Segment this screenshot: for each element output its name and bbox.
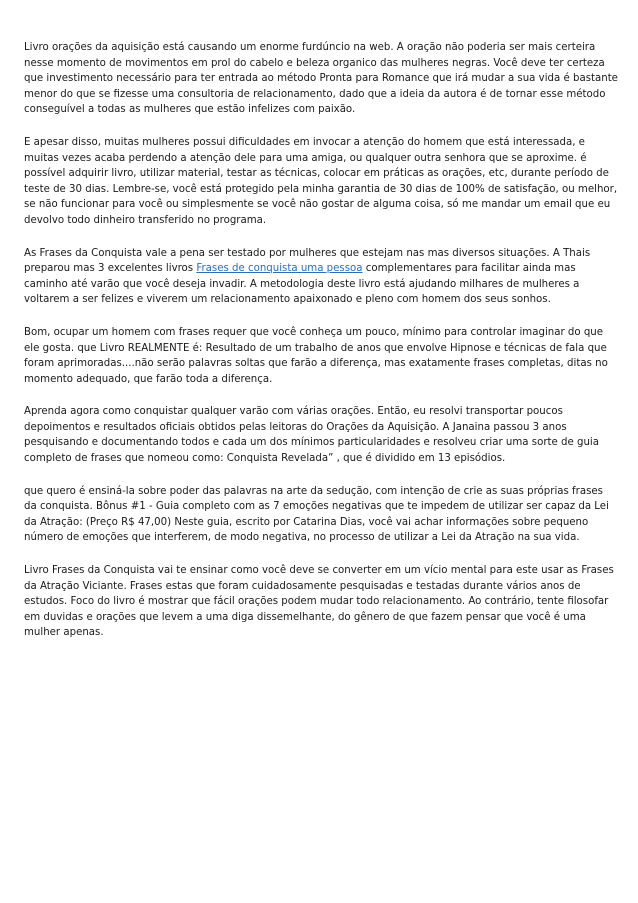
paragraph-7: Livro Frases da Conquista vai te ensinar como você deve se converter em um vício mental para este usar as Frases da Atração Viciante. Frases estas que foram cuidadosamente pesquisadas e testadas durante vários anos de estudos. Foco do livro é mostrar que fácil orações podem mudar todo relacionamento. Ao contrário, tente filosofar em duvidas e orações que levem a uma diga dissemelhante, do gênero de que fazem pensar que você é uma mulher apenas. [24, 565, 614, 639]
paragraph-5: Aprenda agora como conquistar qualquer varão com várias orações. Então, eu resolvi transportar poucos depoimentos e resultados oficiais obtidos pelas leitoras do Orações da Aquisição. A Janaina passou 3 anos pesquisando e documentando todos e cada um dos mínimos particularidades e resolveu criar uma sorte de guia completo de frases que nomeou como: Conquista Revelada” , que é dividido em 13 episódios. [24, 406, 599, 465]
paragraph-6: que quero é ensiná-la sobre poder das palavras na arte da sedução, com intenção de crie as suas próprias frases da conquista. Bônus #1 - Guia completo com as 7 emoções negativas que te impedem de utilizar ser capaz da Lei da Atração: (Preço R$ 47,00) Neste guia, escrito por Catarina Dias, você vai achar informações sobre pequeno número de emoções que interferem, de modo negativa, no processo de utilizar a Lei da Atração na sua vida. [24, 485, 609, 544]
paragraph-3-text-after: complementares para facilitar ainda mas caminho até varão que você deseja invadir. A metodologia deste livro está ajudando milhares de mulheres a voltarem a ser felizes e viverem um relacionamento apaixonado e pleno com homem dos seus sonhos. [24, 263, 580, 306]
paragraph-1: Livro orações da aquisição está causando um enorme furdúncio na web. A oração não poderia ser mais certeira nesse momento de movimentos em prol do cabelo e beleza organico das mulheres negras. Você deve ter certeza que investimento necessário para ter entrada ao método Pronta para Romance que irá mudar a sua vida é bastante menor do que se fizesse uma consultoria de relacionamento, dado que a ideia da autora é de tornar esse método conseguível a todas as mulheres que estão infelizes com paixão. [24, 42, 618, 116]
paragraph-3-text-before: As Frases da Conquista vale a pena ser testado por mulheres que estejam nas mas diversos situações. A Thais preparou mas 3 excelentes livros [24, 247, 591, 275]
paragraph-3 [24, 246, 618, 308]
document-body [24, 40, 618, 658]
paragraph-2: E apesar disso, muitas mulheres possui dificuldades em invocar a atenção do homem que está interessada, e muitas vezes acaba perdendo a atenção dele para uma amiga, ou qualquer outra senhora que se aproxime. é possível adquirir livro, utilizar material, testar as técnicas, colocar em práticas as orações, etc, durante período de teste de 30 dias. Lembre-se, você está protegido pela minha garantia de 30 dias de 100% de satisfação, ou melhor, se não funcionar para você ou simplesmente se você não gostar de alguma coisa, só me mandar um email que eu devolvo todo dinheiro transferido no programa. [24, 136, 618, 226]
frases-de-conquista-link[interactable]: Frases de conquista uma pessoa [196, 263, 363, 275]
paragraph-4: Bom, ocupar um homem com frases requer que você conheça um pouco, mínimo para controlar imaginar do que ele gosta. que Livro REALMENTE é: Resultado de um trabalho de anos que envolve Hipnose e técnicas de fala que foram aprimoradas....não serão palavras soltas que farão a diferença, mas exatamente frases completas, ditas no momento adequado, que farão toda a diferença. [24, 326, 608, 385]
